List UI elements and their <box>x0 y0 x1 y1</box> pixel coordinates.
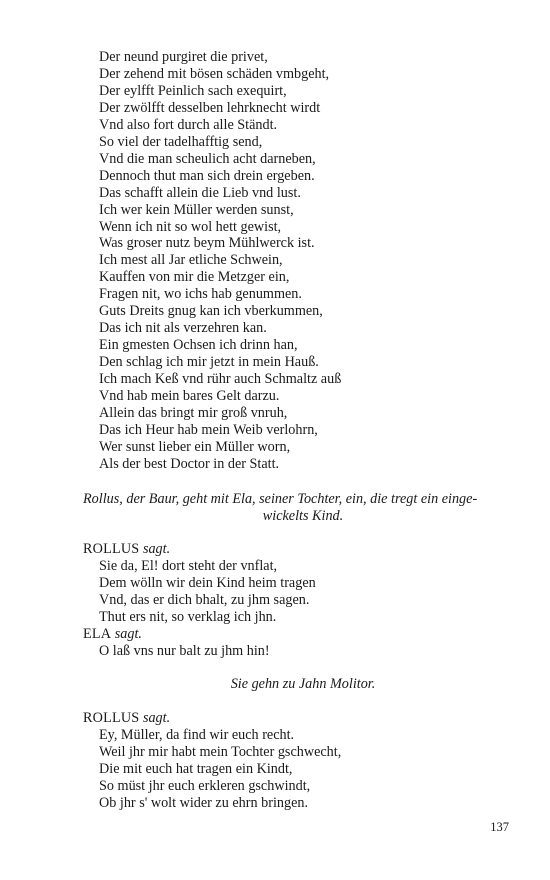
stage-direction <box>83 491 523 525</box>
verse-line: Wenn ich nit so wol hett gewist, <box>99 218 282 235</box>
verse-line: Als der best Doctor in der Statt. <box>99 455 280 472</box>
speaker-heading <box>83 541 503 558</box>
verse-line: Das ich nit als verzehren kan. <box>99 320 267 337</box>
verse-line: Wer sunst lieber ein Müller worn, <box>99 438 291 455</box>
speaker-heading <box>83 626 503 643</box>
verse-line: Der eylfft Peinlich sach exequirt, <box>99 82 287 99</box>
speaker-verb: sagt. <box>142 541 171 557</box>
verse-line: Vnd die man scheulich acht darneben, <box>99 150 316 167</box>
speech-line: Thut ers nit, so verklag ich jhn. <box>99 608 277 625</box>
speaker-verb: sagt. <box>142 710 171 726</box>
dialogue-block <box>83 710 503 812</box>
verse-line: Fragen nit, wo ichs hab genummen. <box>99 286 302 303</box>
speech-line: Vnd, das er dich bhalt, zu jhm sagen. <box>99 591 310 608</box>
verse-line: Der zwölfft desselben lehrknecht wirdt <box>99 99 321 116</box>
verse-line: So viel der tadelhafftig send, <box>99 133 263 150</box>
stage-direction-line: Rollus, der Baur, geht mit Ela, seiner Tochter, ein, die tregt ein einge- <box>83 491 478 507</box>
stage-direction-line: wickelts Kind. <box>262 508 344 524</box>
speech-line: O laß vns nur balt zu jhm hin! <box>99 642 270 659</box>
verse-line: Kauffen von mir die Metzger ein, <box>99 269 290 286</box>
verse-line: Guts Dreits gnug kan ich vberkummen, <box>99 303 323 320</box>
speech-line: Die mit euch hat tragen ein Kindt, <box>99 760 293 777</box>
verse-block-top <box>99 49 519 473</box>
verse-line: Der zehend mit bösen schäden vmbgeht, <box>99 65 330 82</box>
verse-line: Ich mest all Jar etliche Schwein, <box>99 252 283 269</box>
verse-line: Das schafft allein die Lieb vnd lust. <box>99 184 301 201</box>
speech-line: Weil jhr mir habt mein Tochter gschwecht, <box>99 743 342 760</box>
verse-line: Ein gmesten Ochsen ich drinn han, <box>99 337 298 354</box>
speaker-verb: sagt. <box>114 625 142 642</box>
stage-direction: Sie gehn zu Jahn Molitor. <box>230 676 376 692</box>
verse-line: Vnd hab mein bares Gelt darzu. <box>99 388 280 405</box>
verse-line: Ich wer kein Müller werden sunst, <box>99 201 294 218</box>
verse-line: Der neund purgiret die privet, <box>99 49 268 65</box>
verse-line: Den schlag ich mir jetzt in mein Hauß. <box>99 354 319 371</box>
dialogue-block <box>83 541 503 660</box>
speaker-name: ELA <box>83 625 112 642</box>
speech-line: So müst jhr euch erkleren gschwindt, <box>99 777 311 794</box>
verse-line: Vnd also fort durch alle Ständt. <box>99 116 278 133</box>
verse-line: Ich mach Keß vnd rühr auch Schmaltz auß <box>99 371 342 388</box>
verse-line: Dennoch thut man sich drein ergeben. <box>99 167 315 184</box>
speech-line: Dem wölln wir dein Kind heim tragen <box>99 574 316 591</box>
verse-line: Allein das bringt mir groß vnruh, <box>99 405 288 422</box>
speaker-heading <box>83 710 503 727</box>
speech-line: Ob jhr s' wolt wider zu ehrn bringen. <box>99 794 309 811</box>
page-number: 137 <box>490 820 509 834</box>
speech-line: Sie da, El! dort steht der vnflat, <box>99 557 278 574</box>
speaker-name: ROLLUS <box>83 710 140 726</box>
verse-line: Das ich Heur hab mein Weib verlohrn, <box>99 421 318 438</box>
speaker-name: ROLLUS <box>83 541 140 557</box>
speech-line: Ey, Müller, da find wir euch recht. <box>99 726 295 743</box>
verse-line: Was groser nutz beym Mühlwerck ist. <box>99 235 315 252</box>
